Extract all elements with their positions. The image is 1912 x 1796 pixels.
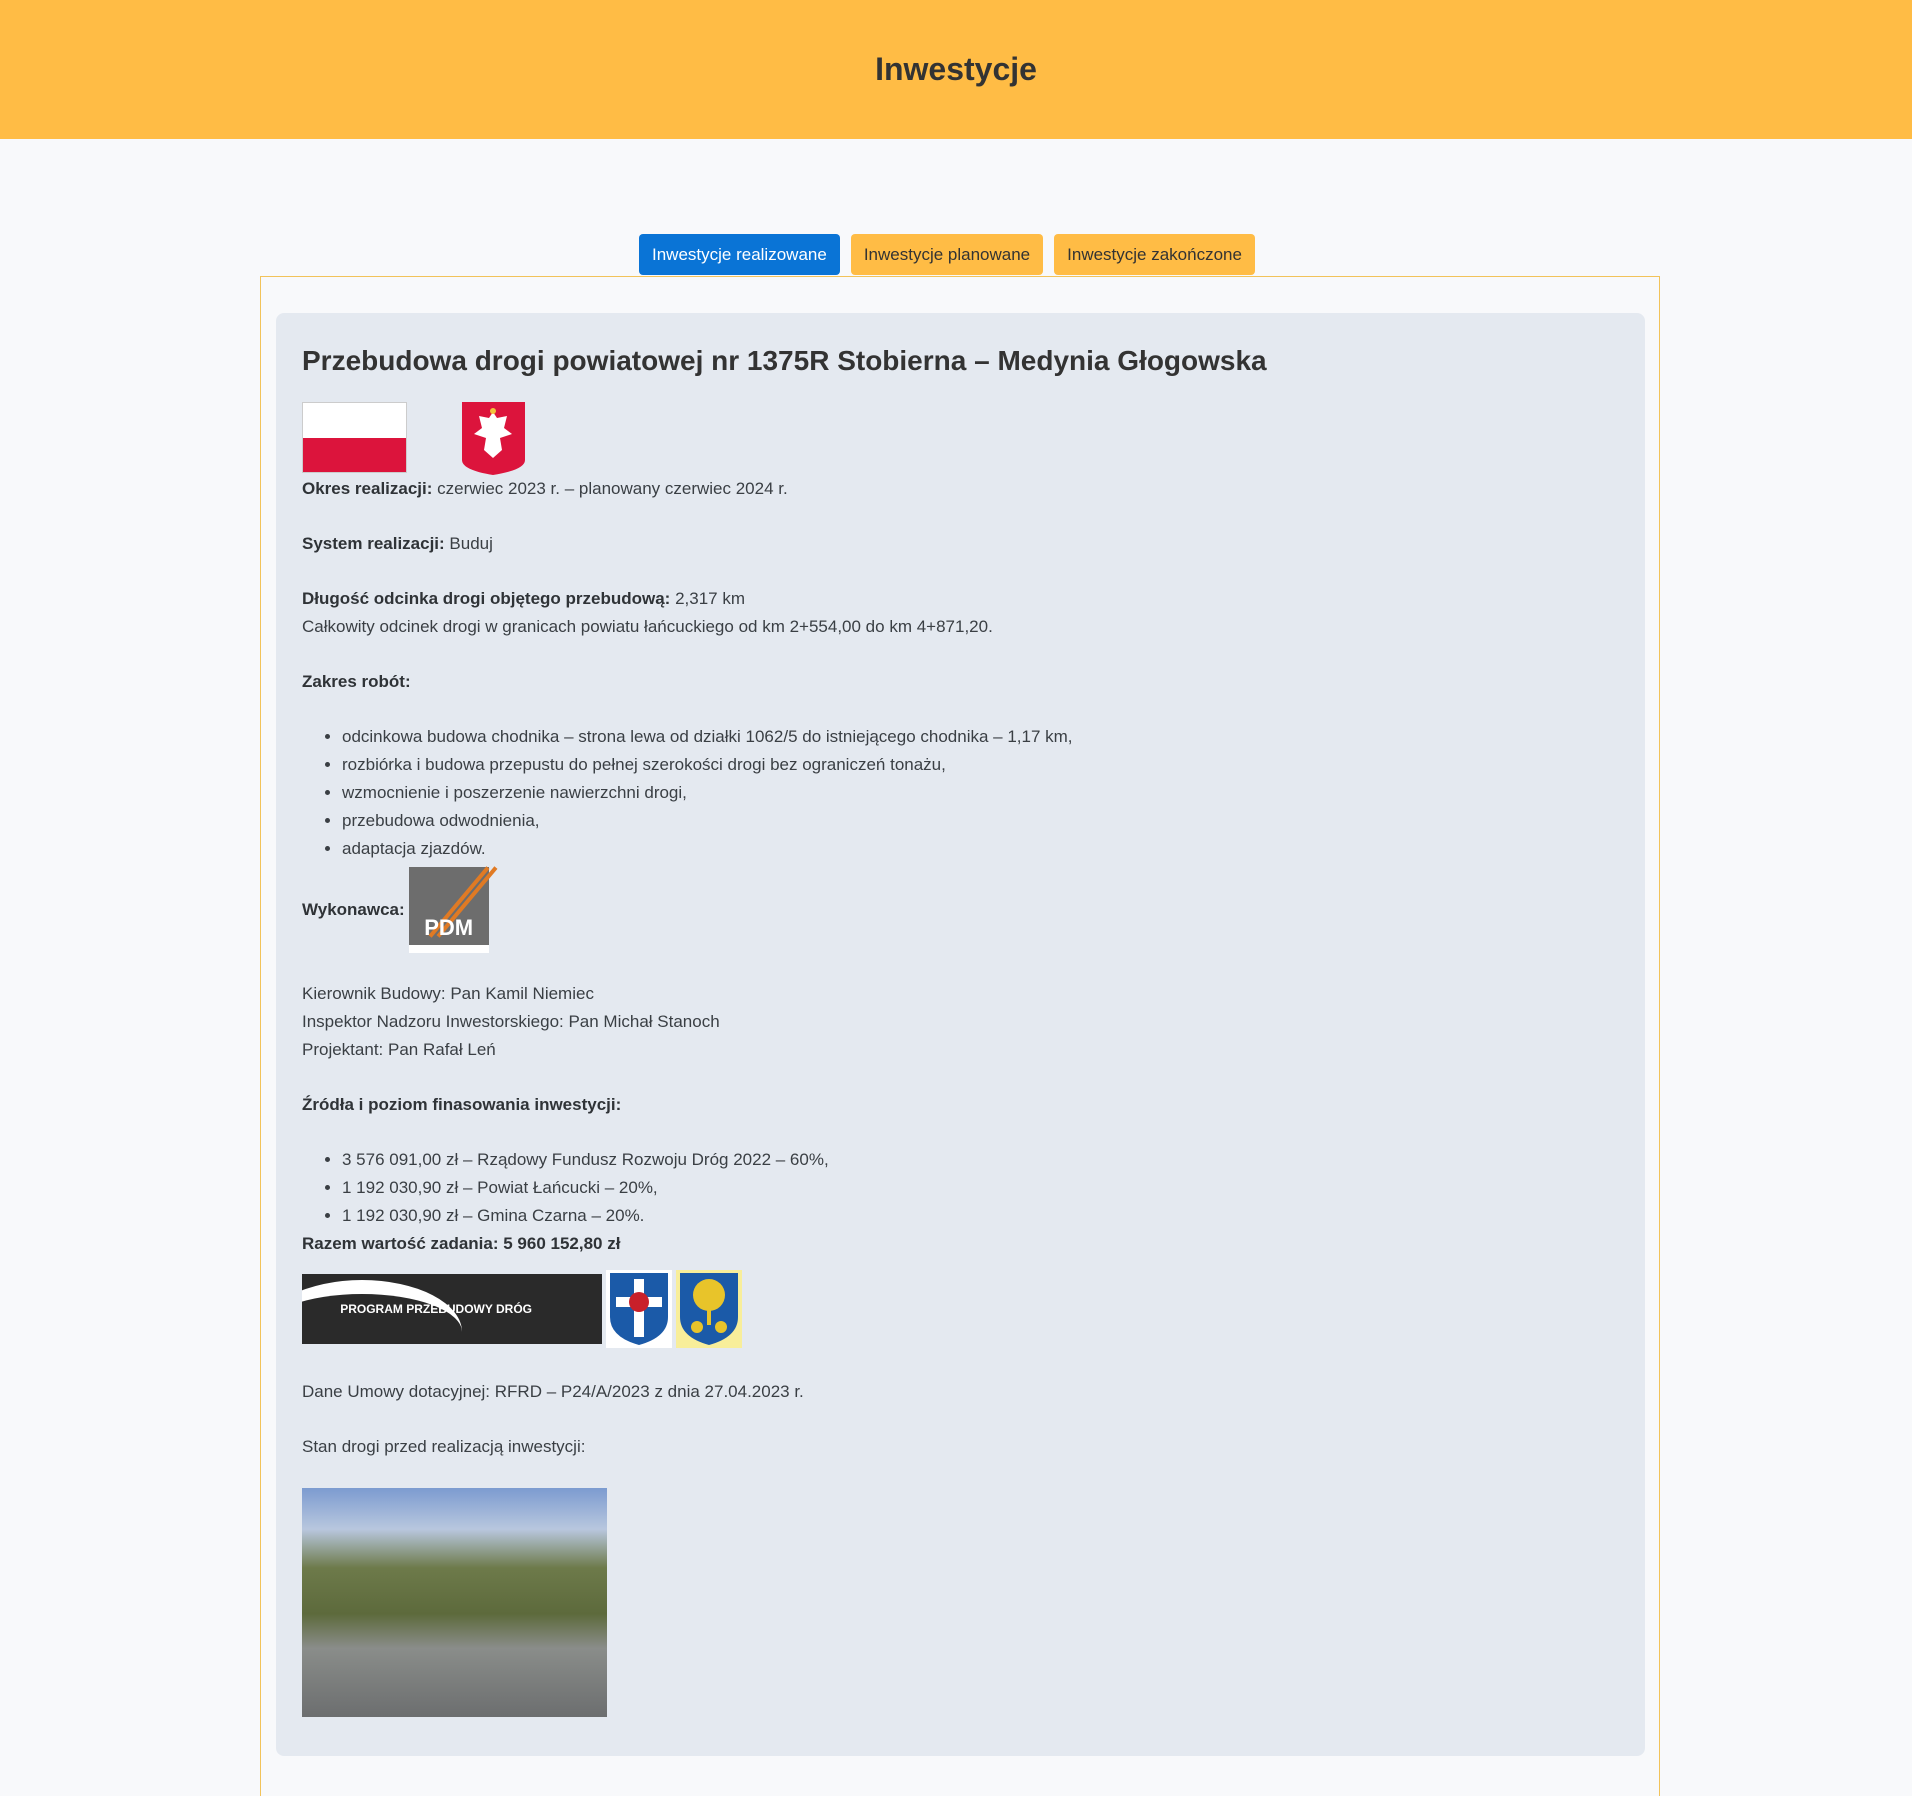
list-item: • wzmocnienie i poszerzenie nawierzchni drogi, [342, 779, 1619, 807]
zakres-list [342, 723, 1619, 863]
page-header [0, 0, 1912, 139]
zrodla-label: Źródła i poziom finasowania inwestycji: [302, 1095, 622, 1114]
page-title: Inwestycje [875, 51, 1037, 87]
list-item: • 1 192 030,90 zł – Gmina Czarna – 20%. [342, 1202, 1619, 1230]
dlugosc: Długość odcinka drogi objętego przebudową: 2,317 km [302, 589, 746, 608]
list-item: • 3 576 091,00 zł – Rządowy Fundusz Rozwoju Dróg 2022 – 60%, [342, 1146, 1619, 1174]
gmina-czarna-crest-icon [676, 1270, 742, 1348]
tab-inwestycje-realizowane[interactable]: Inwestycje realizowane [639, 234, 840, 275]
list-item: • odcinkowa budowa chodnika – strona lewa od działki 1062/5 do istniejącego chodnika – 1,17 km, [342, 723, 1619, 751]
road-photo [302, 1488, 607, 1717]
wykonawca [302, 867, 1619, 953]
list-item: • przebudowa odwodnienia, [342, 807, 1619, 835]
tab-inwestycje-zakonczone[interactable]: Inwestycje zakończone [1054, 234, 1255, 275]
funding-logos [302, 1270, 1619, 1348]
program-przebudowy-drog-logo: PROGRAM PRZEBUDOWY DRÓG [302, 1274, 602, 1344]
okres-realizacji: Okres realizacji: czerwiec 2023 r. – planowany czerwiec 2024 r. [302, 479, 788, 498]
zakres-label: Zakres robót: [302, 672, 411, 691]
list-item: • adaptacja zjazdów. [342, 835, 1619, 863]
project-title: Przebudowa drogi powiatowej nr 1375R Stobierna – Medynia Głogowska [302, 345, 1267, 376]
wykonawca-label: Wykonawca: [302, 900, 405, 919]
project-card [276, 313, 1645, 1756]
umowa-dotacyjna: Dane Umowy dotacyjnej: RFRD – P24/A/2023 z dnia 27.04.2023 r. [302, 1382, 804, 1401]
razem-wartosc: Razem wartość zadania: 5 960 152,80 zł [302, 1234, 621, 1253]
projektant: Projektant: Pan Rafał Leń [302, 1040, 496, 1059]
tabs [639, 234, 1255, 275]
calkowity-odcinek: Całkowity odcinek drogi w granicach powiatu łańcuckiego od km 2+554,00 do km 4+871,20. [302, 617, 993, 636]
system-realizacji: System realizacji: Buduj [302, 534, 493, 553]
inspektor: Inspektor Nadzoru Inwestorskiego: Pan Michał Stanoch [302, 1012, 720, 1031]
zrodla-list [342, 1146, 1619, 1230]
polish-flag-icon [302, 402, 407, 473]
stan-drogi-label: Stan drogi przed realizacją inwestycji: [302, 1437, 586, 1456]
pdm-debica-logo: PDM [409, 867, 489, 953]
national-symbols [302, 402, 1619, 475]
list-item: • 1 192 030,90 zł – Powiat Łańcucki – 20%, [342, 1174, 1619, 1202]
tab-inwestycje-planowane[interactable]: Inwestycje planowane [851, 234, 1043, 275]
polish-eagle-emblem-icon [462, 402, 525, 475]
list-item: • rozbiórka i budowa przepustu do pełnej szerokości drogi bez ograniczeń tonażu, [342, 751, 1619, 779]
tab-panel [260, 276, 1660, 1796]
kierownik: Kierownik Budowy: Pan Kamil Niemiec [302, 984, 594, 1003]
powiat-lancucki-crest-icon [606, 1270, 672, 1348]
